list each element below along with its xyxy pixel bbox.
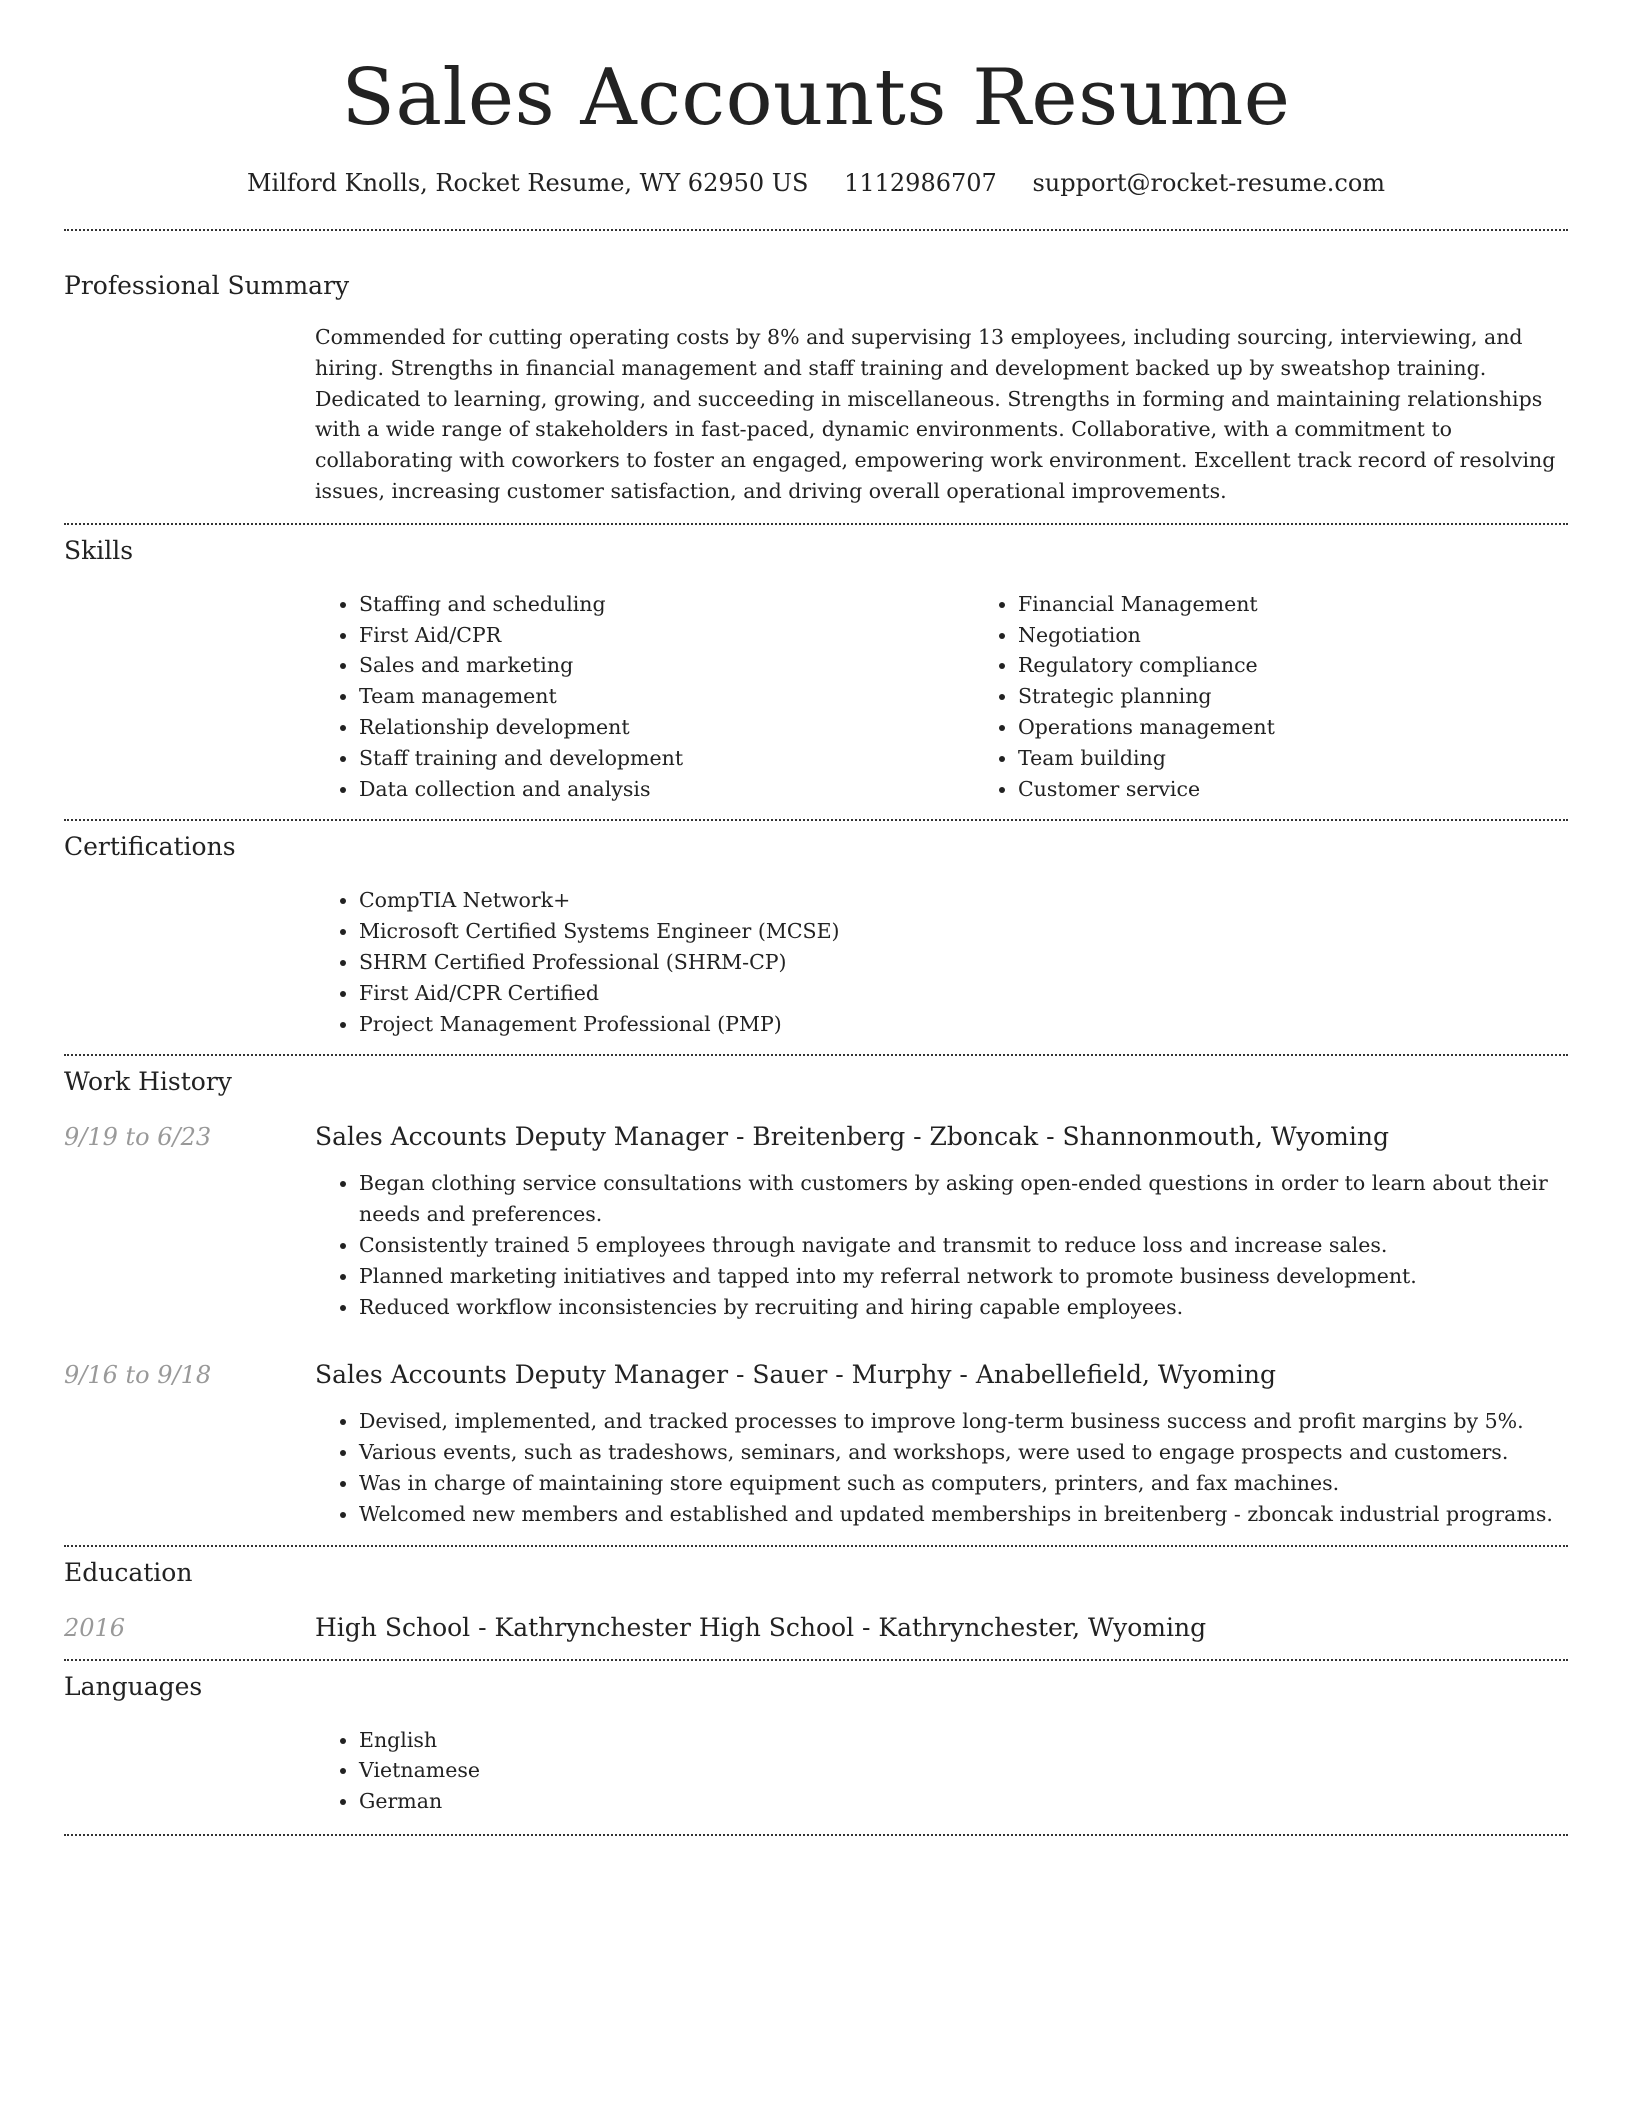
certification-item: • Microsoft Certified Systems Engineer (MCSE) [359, 916, 1568, 947]
languages-content [315, 1725, 1568, 1817]
skill-item: • Negotiation [1018, 620, 1632, 651]
skill-item: • Data collection and analysis [359, 774, 974, 805]
skills-list-right [974, 589, 1632, 805]
education-entry [64, 1611, 1568, 1645]
summary-heading: Professional Summary [64, 271, 350, 300]
job-bullet: • Devised, implemented, and tracked processes to improve long-term business success and profit margins by 5%. [359, 1406, 1568, 1437]
skills-list-left [315, 589, 974, 805]
summary-section [64, 270, 1568, 507]
work-heading: Work History [64, 1067, 232, 1097]
certifications-content [315, 885, 1568, 1039]
skill-item: • Sales and marketing [359, 650, 974, 681]
section-divider [64, 1054, 1568, 1056]
job-bullet: • Was in charge of maintaining store equipment such as computers, printers, and fax machines. [359, 1468, 1568, 1499]
languages-heading: Languages [64, 1671, 203, 1701]
summary-text: Commended for cutting operating costs by 8% and supervising 13 employees, including sourcing, interviewing, and hiring. Strengths in financial management and staff training and development backed up by sweatshop training. Dedicated to learning, growing, and succeeding in miscellaneous. Strengths in forming and maintaining relationships with a wide range of stakeholders in fast-paced, dynamic environments. Collaborative, with a commitment to collaborating with coworkers to foster an engaged, empowering work environment. Excellent track record of resolving issues, increasing customer satisfaction, and driving overall operational improvements. [315, 325, 1556, 503]
resume-title: Sales Accounts Resume [341, 53, 1291, 143]
section-divider [64, 1545, 1568, 1547]
section-divider [64, 819, 1568, 821]
job-bullet: • Consistently trained 5 employees through navigate and transmit to reduce loss and increase sales. [359, 1230, 1568, 1261]
job-bullets [315, 1406, 1568, 1529]
job-title: Sales Accounts Deputy Manager - Sauer - Murphy - Anabellefield, Wyoming [315, 1360, 1276, 1390]
job-bullet: • Began clothing service consultations with customers by asking open-ended questions in order to learn about their needs and preferences. [359, 1168, 1568, 1230]
skills-content [315, 589, 1568, 805]
job-bullet: • Planned marketing initiatives and tapped into my referral network to promote business development. [359, 1261, 1568, 1292]
summary-content [315, 322, 1568, 507]
section-divider [64, 1659, 1568, 1661]
skill-item: • Team building [1018, 743, 1632, 774]
job-bullet: • Welcomed new members and established and updated memberships in breitenberg - zboncak industrial programs. [359, 1499, 1568, 1530]
certification-item: • Project Management Professional (PMP) [359, 1009, 1568, 1040]
job-bullets [315, 1168, 1568, 1322]
job-bullet: • Reduced workflow inconsistencies by recruiting and hiring capable employees. [359, 1292, 1568, 1323]
skills-section [64, 535, 1568, 805]
certifications-section [64, 831, 1568, 1039]
section-divider [64, 523, 1568, 525]
certification-item: • First Aid/CPR Certified [359, 978, 1568, 1009]
languages-list [315, 1725, 1568, 1817]
job-entry [64, 1120, 1568, 1322]
section-divider [64, 1834, 1568, 1836]
resume-page [64, 0, 1568, 1836]
skill-item: • Relationship development [359, 712, 974, 743]
certification-item: • SHRM Certified Professional (SHRM-CP) [359, 947, 1568, 978]
skill-item: • Team management [359, 681, 974, 712]
job-title: Sales Accounts Deputy Manager - Breitenberg - Zboncak - Shannonmouth, Wyoming [315, 1122, 1389, 1152]
job-entry [64, 1358, 1568, 1529]
job-date: 9/19 to 6/23 [64, 1123, 212, 1152]
skill-item: • First Aid/CPR [359, 620, 974, 651]
education-date: 2016 [64, 1613, 126, 1642]
skill-item: • Customer service [1018, 774, 1632, 805]
job-date: 9/16 to 9/18 [64, 1361, 212, 1390]
work-section [64, 1066, 1568, 1529]
skill-item: • Staffing and scheduling [359, 589, 974, 620]
job-details [315, 1406, 1568, 1529]
skill-item: • Financial Management [1018, 589, 1632, 620]
contact-email: support@rocket-resume.com [1032, 169, 1386, 197]
section-divider [64, 229, 1568, 231]
job-bullet: • Various events, such as tradeshows, seminars, and workshops, were used to engage prospects and customers. [359, 1437, 1568, 1468]
language-item: • English [359, 1725, 1568, 1756]
certifications-heading: Certifications [64, 832, 236, 862]
contact-line [64, 166, 1568, 200]
contact-address: Milford Knolls, Rocket Resume, WY 62950 US [246, 169, 809, 197]
language-item: • Vietnamese [359, 1755, 1568, 1786]
skill-item: • Operations management [1018, 712, 1632, 743]
education-heading: Education [64, 1557, 193, 1587]
skill-item: • Staff training and development [359, 743, 974, 774]
certification-item: • CompTIA Network+ [359, 885, 1568, 916]
skills-heading: Skills [64, 535, 134, 565]
skill-item: • Regulatory compliance [1018, 650, 1632, 681]
education-title: High School - Kathrynchester High School - Kathrynchester, Wyoming [315, 1612, 1207, 1642]
job-details [315, 1168, 1568, 1322]
languages-section [64, 1671, 1568, 1817]
education-section [64, 1557, 1568, 1645]
skill-item: • Strategic planning [1018, 681, 1632, 712]
contact-phone: 1112986707 [844, 169, 997, 197]
language-item: • German [359, 1786, 1568, 1817]
certifications-list [315, 885, 1568, 1039]
